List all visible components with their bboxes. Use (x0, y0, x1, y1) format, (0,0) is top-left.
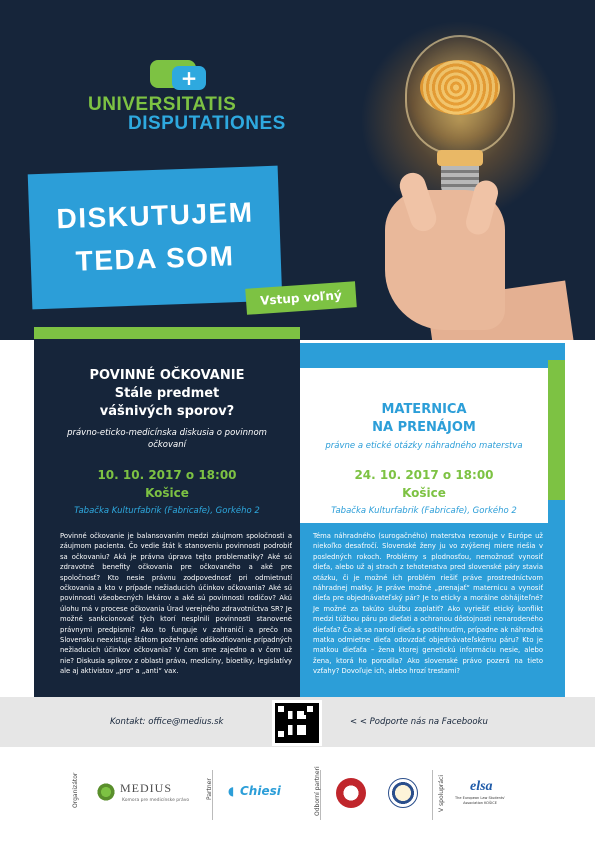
medius-logo-icon (96, 782, 116, 802)
right-city: Košice (402, 486, 446, 500)
contact-email[interactable]: Kontakt: office@medius.sk (110, 717, 224, 727)
left-date: 10. 10. 2017 o 18:00 (97, 468, 237, 482)
elsa-logo: elsa (470, 779, 493, 794)
medius-logo-name: MEDIUS (120, 781, 173, 795)
left-description: Povinné očkovanie je balansovaním medzi záujmom spoločnosti a záujmom pacienta. Čo vedie štát k stanoveniu povinnosti podrobiť sa očkovaniu? Aká je právna úprava tejto problematiky? Aké sú zdravotné benefity očkovania pre očkovaného a aké pre spoločnosť? Kto nesie právnu zodpovednosť pri odmietnutí očkovania a kto v prípade nežiaducich účinkov očkovania? Aké sú povinnosti všeobecných lekárov a aké sú povinnosti rodičov? Akú úlohu má v procese očkovania Úrad verejného zdravotníctva SR? Je možné sankcionovať tých ktorí nesplnili povinnosti stanovené právnymi predpismi? Ako to funguje v zahraničí a prečo na Slovensku neexistuje štátom požehnané odškodňovanie prípadných nežiaducich účinkov očkovania? V čom sme zajedno a v čom už nie? Diskusia spíkrov z oblasti práva, medicíny, bioetiky, legislatívy ale aj aktivistov „pro“ a „anti“ vax. (60, 532, 292, 676)
headline-line2: TEDA SOM (75, 240, 235, 277)
brain-icon (420, 60, 500, 115)
label-organizer: Organizátor (72, 772, 79, 808)
logo-text-universitatis: UNIVERSITATIS (88, 94, 237, 115)
label-expert-partners: Odborní partneri (314, 766, 321, 816)
qr-finder-icon (275, 728, 287, 740)
qr-finder-icon (275, 703, 287, 715)
label-partner: Partner (206, 778, 213, 800)
medius-logo-subtitle: Komora pre medicínske právo (122, 798, 190, 803)
left-city: Košice (145, 486, 189, 500)
faculty-seal-icon (388, 778, 418, 808)
left-title-line2: Stále predmet (114, 386, 220, 401)
left-subtitle: právno-eticko-medicínska diskusia o povinnom očkovaní (67, 428, 267, 450)
qr-finder-icon (304, 703, 316, 715)
chiesi-logo: Chiesi (240, 784, 281, 798)
headline-line1: DISKUTUJEM (55, 196, 254, 235)
logo-text-disputationes: DISPUTATIONES (128, 113, 286, 134)
university-seal-icon (336, 778, 366, 808)
left-title: POVINNÉ OČKOVANIE (89, 368, 245, 383)
chiesi-logo-icon: ◖ (228, 784, 235, 798)
right-description: Téma náhradného (surogačného) materstva rezonuje v Európe už niekoľko desaťročí. Slovenské ženy ju vo zvýšenej miere riešia v posledných rokoch. Problémy s plodnosťou, nemožnosť vynosiť dieťa, alebo už aj strach z tehotenstva pred slovenské páry stavia otázku, či je možné ich problém riešiť práve prostredníctvom náhradnej matky. Je práve možné „prenajať“ maternicu a vynosiť dieťa pre objednávateľský pár? Je to eticky a morálne obhájiteľné? Je možné za takúto službu zaplatiť? Ako vyriešiť etický konflikt medzi túžbou páru po dieťati a ochranou dôstojnosti nenarodeného dieťaťa? Čo ak sa narodí dieťa s postihnutím, prípadne ak náhradná matka odmietne dieťa odovzdať objednávateľskému páru? Kto je matkou dieťaťa – žena ktorej genetickú informáciu nesie, alebo žena, ktorá ho porodila? Ako slovenské právo pozerá na tieto vzťahy? Dovoľuje ich, alebo hrozí trestami? (313, 532, 543, 676)
logo-plus-icon: + (180, 66, 198, 90)
left-title-line3: vášnivých sporov? (99, 404, 235, 419)
right-subtitle: právne a etické otázky náhradného materstva (325, 441, 523, 451)
right-title: MATERNICA (381, 402, 467, 417)
right-date: 24. 10. 2017 o 18:00 (354, 468, 494, 482)
facebook-link[interactable]: < < Podporte nás na Facebooku (350, 717, 488, 727)
right-title-line2: NA PRENÁJOM (372, 420, 476, 435)
free-entry-tag: Vstup voľný (245, 281, 357, 315)
headline-box (28, 166, 283, 310)
right-venue: Tabačka Kulturfabrik (Fabricafe), Gorkého 2 (331, 506, 517, 516)
left-venue: Tabačka Kulturfabrik (Fabricafe), Gorkého 2 (74, 506, 260, 516)
right-column-accent (548, 360, 565, 500)
bulb-neck (437, 150, 483, 166)
left-column-accent (34, 327, 300, 339)
elsa-logo-subtitle: The European Law Students' Association KOŠICE (454, 796, 506, 805)
label-cooperation: V spolupráci (438, 774, 445, 812)
divider (432, 770, 433, 820)
